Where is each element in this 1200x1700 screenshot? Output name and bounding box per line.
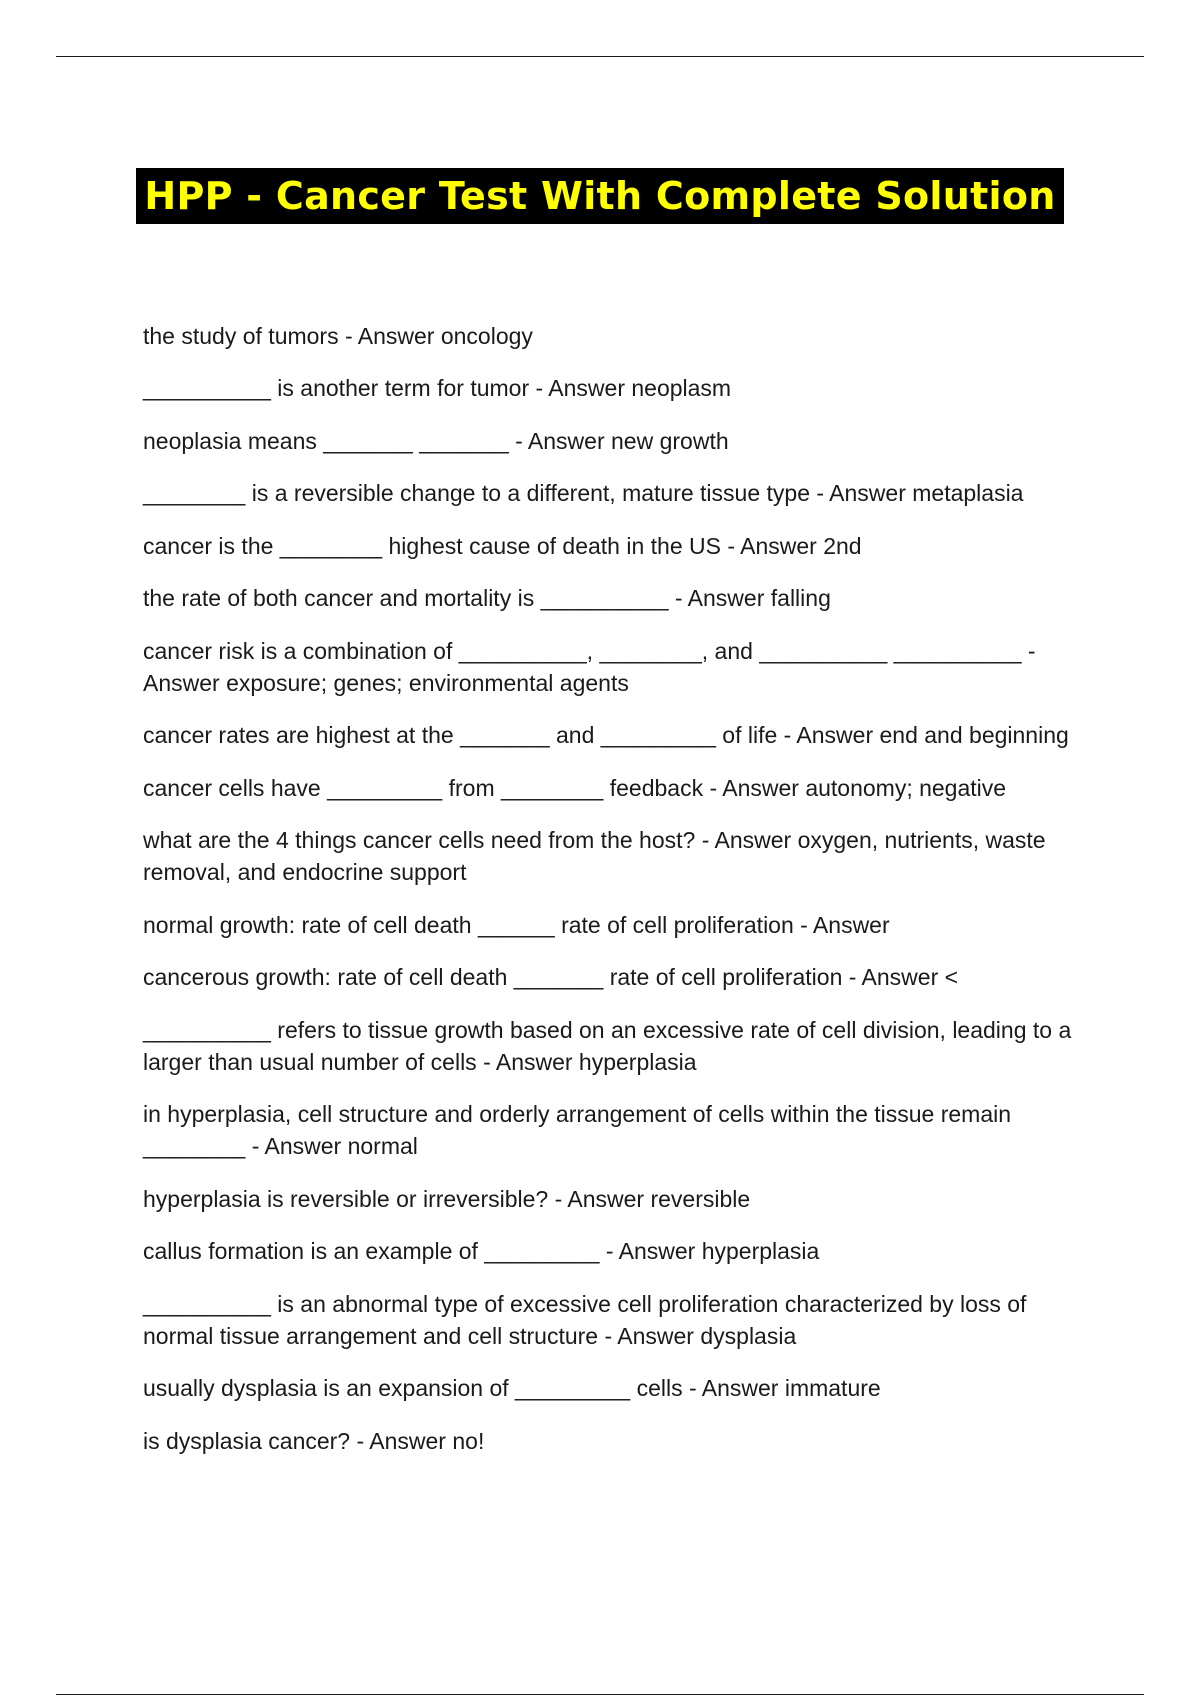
qa-item: the rate of both cancer and mortality is __________ - Answer falling	[143, 585, 831, 612]
qa-item: callus formation is an example of _________ - Answer hyperplasia	[143, 1238, 820, 1265]
bottom-divider	[56, 1694, 1144, 1695]
qa-item: what are the 4 things cancer cells need from the host? - Answer oxygen, nutrients, waste removal, and endocrine support	[143, 827, 1046, 886]
question-answer-list	[60, 320, 1093, 1457]
document-title: HPP - Cancer Test With Complete Solution	[136, 168, 1063, 224]
top-divider	[56, 56, 1144, 57]
qa-item: is dysplasia cancer? - Answer no!	[143, 1427, 485, 1454]
qa-item: in hyperplasia, cell structure and orderly arrangement of cells within the tissue remain ________ - Answer normal	[143, 1101, 1012, 1160]
qa-item: the study of tumors - Answer oncology	[143, 322, 533, 349]
qa-item: normal growth: rate of cell death ______ rate of cell proliferation - Answer	[143, 911, 890, 938]
document-page	[60, 90, 1140, 1660]
qa-item: cancer risk is a combination of __________, ________, and __________ __________ - Answer exposure; genes; environmental agents	[143, 637, 1036, 696]
qa-item: cancer rates are highest at the _______ and _________ of life - Answer end and beginning	[143, 722, 1069, 749]
qa-item: ________ is a reversible change to a different, mature tissue type - Answer metaplasia	[143, 480, 1024, 507]
title-banner	[60, 143, 1140, 250]
qa-item: __________ refers to tissue growth based on an excessive rate of cell division, leading to a larger than usual number of cells - Answer hyperplasia	[143, 1016, 1072, 1075]
qa-item: cancerous growth: rate of cell death _______ rate of cell proliferation - Answer <	[143, 964, 959, 991]
qa-item: __________ is an abnormal type of excessive cell proliferation characterized by loss of normal tissue arrangement and cell structure - Answer dysplasia	[143, 1290, 1027, 1349]
qa-item: neoplasia means _______ _______ - Answer new growth	[143, 427, 729, 454]
qa-item: __________ is another term for tumor - Answer neoplasm	[143, 375, 732, 402]
qa-item: cancer is the ________ highest cause of death in the US - Answer 2nd	[143, 532, 862, 559]
qa-item: cancer cells have _________ from ________ feedback - Answer autonomy; negative	[143, 774, 1007, 801]
qa-item: hyperplasia is reversible or irreversible? - Answer reversible	[143, 1185, 751, 1212]
qa-item: usually dysplasia is an expansion of _________ cells - Answer immature	[143, 1375, 881, 1402]
